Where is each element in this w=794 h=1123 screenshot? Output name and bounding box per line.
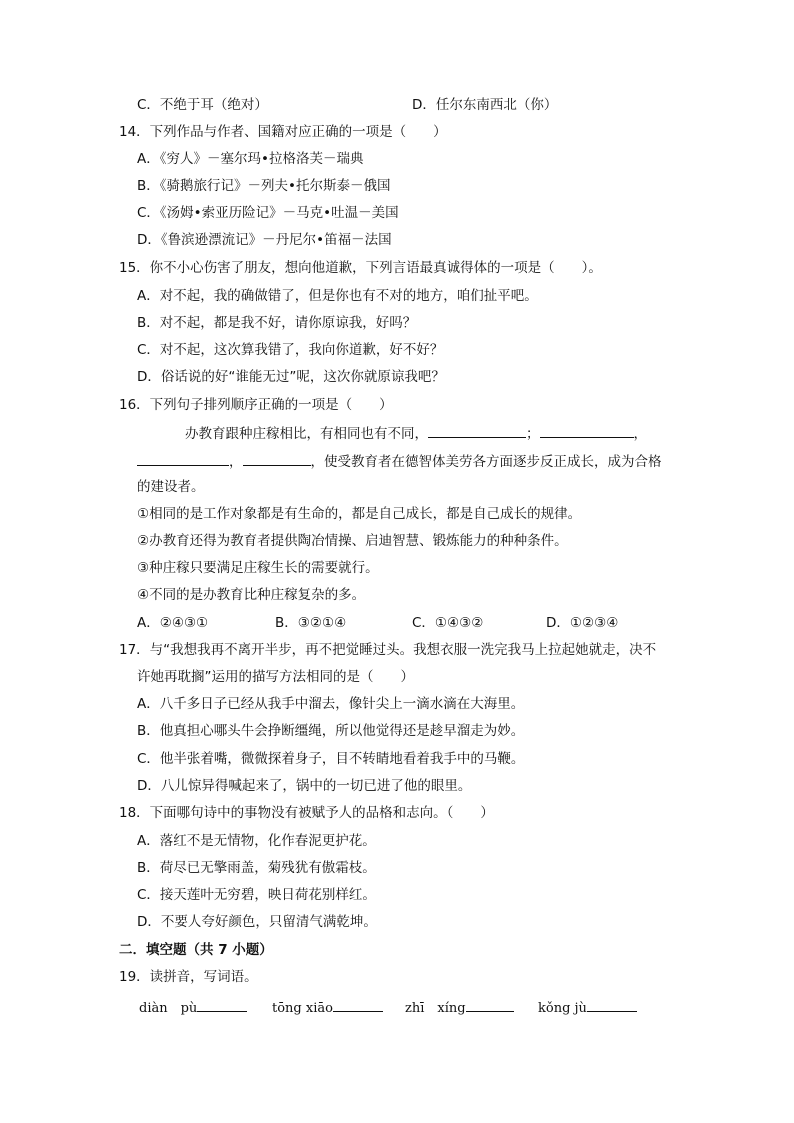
q15-stem: 15．你不小心伤害了朋友，想向他道歉，下列言语最真诚得体的一项是（ ）。 (119, 260, 602, 276)
q17-option-a: A．八千多日子已经从我手中溜去，像针尖上一滴水滴在大海里。 (137, 696, 525, 712)
q19-blank-4[interactable] (587, 997, 637, 1012)
q16-option-b: B．③②①④ (275, 615, 347, 631)
q19-pinyin-3: zhī xíng (405, 1001, 466, 1016)
q16-blank-4[interactable] (243, 451, 311, 466)
q19-blank-1[interactable] (197, 997, 247, 1012)
q16-passage-line2 (137, 451, 662, 471)
q19-pinyin-4: kǒng jù (538, 1001, 587, 1016)
q16-passage-start: 办教育跟种庄稼相比，有相同也有不同， (185, 426, 428, 442)
q16-blank-1[interactable] (428, 423, 526, 438)
q16-passage-sep3: ， (229, 454, 243, 470)
q16-item-4: ④不同的是办教育比种庄稼复杂的多。 (137, 587, 366, 603)
q19-item-4 (538, 997, 637, 1018)
q19-item-2 (272, 997, 383, 1018)
q14-stem: 14．下列作品与作者、国籍对应正确的一项是（ ） (119, 124, 447, 140)
q16-passage-line1 (185, 423, 647, 443)
q14-option-c: C．《汤姆•索亚历险记》－马克•吐温－美国 (137, 205, 399, 221)
q14-option-a: A．《穷人》－塞尔玛•拉格洛芙－瑞典 (137, 151, 364, 167)
q16-option-a: A．②④③① (137, 615, 209, 631)
q17-option-d: D．八儿惊异得喊起来了，锅中的一切已进了他的眼里。 (137, 778, 472, 794)
q19-pinyin-2: tōng xiāo (272, 1001, 333, 1016)
q17-stem-line2: 许她再耽搁”运用的描写方法相同的是（ ） (137, 669, 414, 685)
q18-option-b: B．荷尽已无擎雨盖，菊残犹有傲霜枝。 (137, 860, 376, 876)
q18-option-a: A．落红不是无情物，化作春泥更护花。 (137, 833, 376, 849)
q15-option-a: A．对不起，我的确做错了，但是你也有不对的地方，咱们扯平吧。 (137, 288, 538, 304)
q16-item-3: ③种庄稼只要满足庄稼生长的需要就行。 (137, 560, 379, 576)
q14-option-b: B．《骑鹅旅行记》－列夫•托尔斯泰－俄国 (137, 178, 391, 194)
q19-blank-3[interactable] (466, 997, 514, 1012)
q18-stem: 18．下面哪句诗中的事物没有被赋予人的品格和志向。（ ） (119, 805, 494, 821)
q19-blank-2[interactable] (333, 997, 383, 1012)
q16-blank-3[interactable] (137, 451, 229, 466)
q16-item-2: ②办教育还得为教育者提供陶冶情操、启迪智慧、锻炼能力的种种条件。 (137, 533, 568, 549)
q17-option-b: B．他真担心哪头牛会挣断缰绳，所以他觉得还是趁早溜走为妙。 (137, 723, 525, 739)
q17-stem-line1: 17．与“我想我再不离开半步，再不把觉睡过头。我想衣服一洗完我马上拉起她就走，决不 (119, 642, 657, 658)
q15-option-b: B．对不起，都是我不好，请你原谅我，好吗？ (137, 315, 417, 331)
q13-option-d: D．任尔东南西北（你） (412, 97, 558, 113)
q16-item-1: ①相同的是工作对象都是有生命的，都是自己成长，都是自己成长的规律。 (137, 506, 582, 522)
q19-pinyin-1: diàn pù (139, 1001, 198, 1016)
q18-option-c: C．接天莲叶无穷碧，映日荷花别样红。 (137, 887, 376, 903)
q17-option-c: C．他半张着嘴，微微探着身子，目不转睛地看着我手中的马鞭。 (137, 751, 525, 767)
q16-passage-sep1: ； (526, 426, 540, 442)
q14-option-d: D．《鲁滨逊漂流记》－丹尼尔•笛福－法国 (137, 232, 392, 248)
q16-passage-end: ，使受教育者在德智体美劳各方面逐步反正成长，成为合格 (310, 454, 662, 470)
q15-option-d: D．俗话说的好“谁能无过”呢，这次你就原谅我吧？ (137, 369, 445, 385)
q15-option-c: C．对不起，这次算我错了，我向你道歉，好不好？ (137, 342, 444, 358)
q16-blank-2[interactable] (540, 423, 634, 438)
q16-option-d: D．①②③④ (546, 615, 619, 631)
q13-option-c: C．不绝于耳（绝对） (137, 97, 268, 113)
q19-item-1 (139, 997, 247, 1018)
q16-passage-sep2: ， (633, 426, 647, 442)
section-heading: 二．填空题（共 7 小题） (119, 942, 273, 958)
q19-item-3 (405, 997, 514, 1018)
q18-option-d: D．不要人夸好颜色，只留清气满乾坤。 (137, 914, 377, 930)
q16-passage-line3: 的建设者。 (137, 479, 205, 495)
q16-option-c: C．①④③② (412, 615, 484, 631)
q19-stem: 19．读拼音，写词语。 (119, 969, 258, 985)
q16-stem: 16．下列句子排列顺序正确的一项是（ ） (119, 397, 393, 413)
